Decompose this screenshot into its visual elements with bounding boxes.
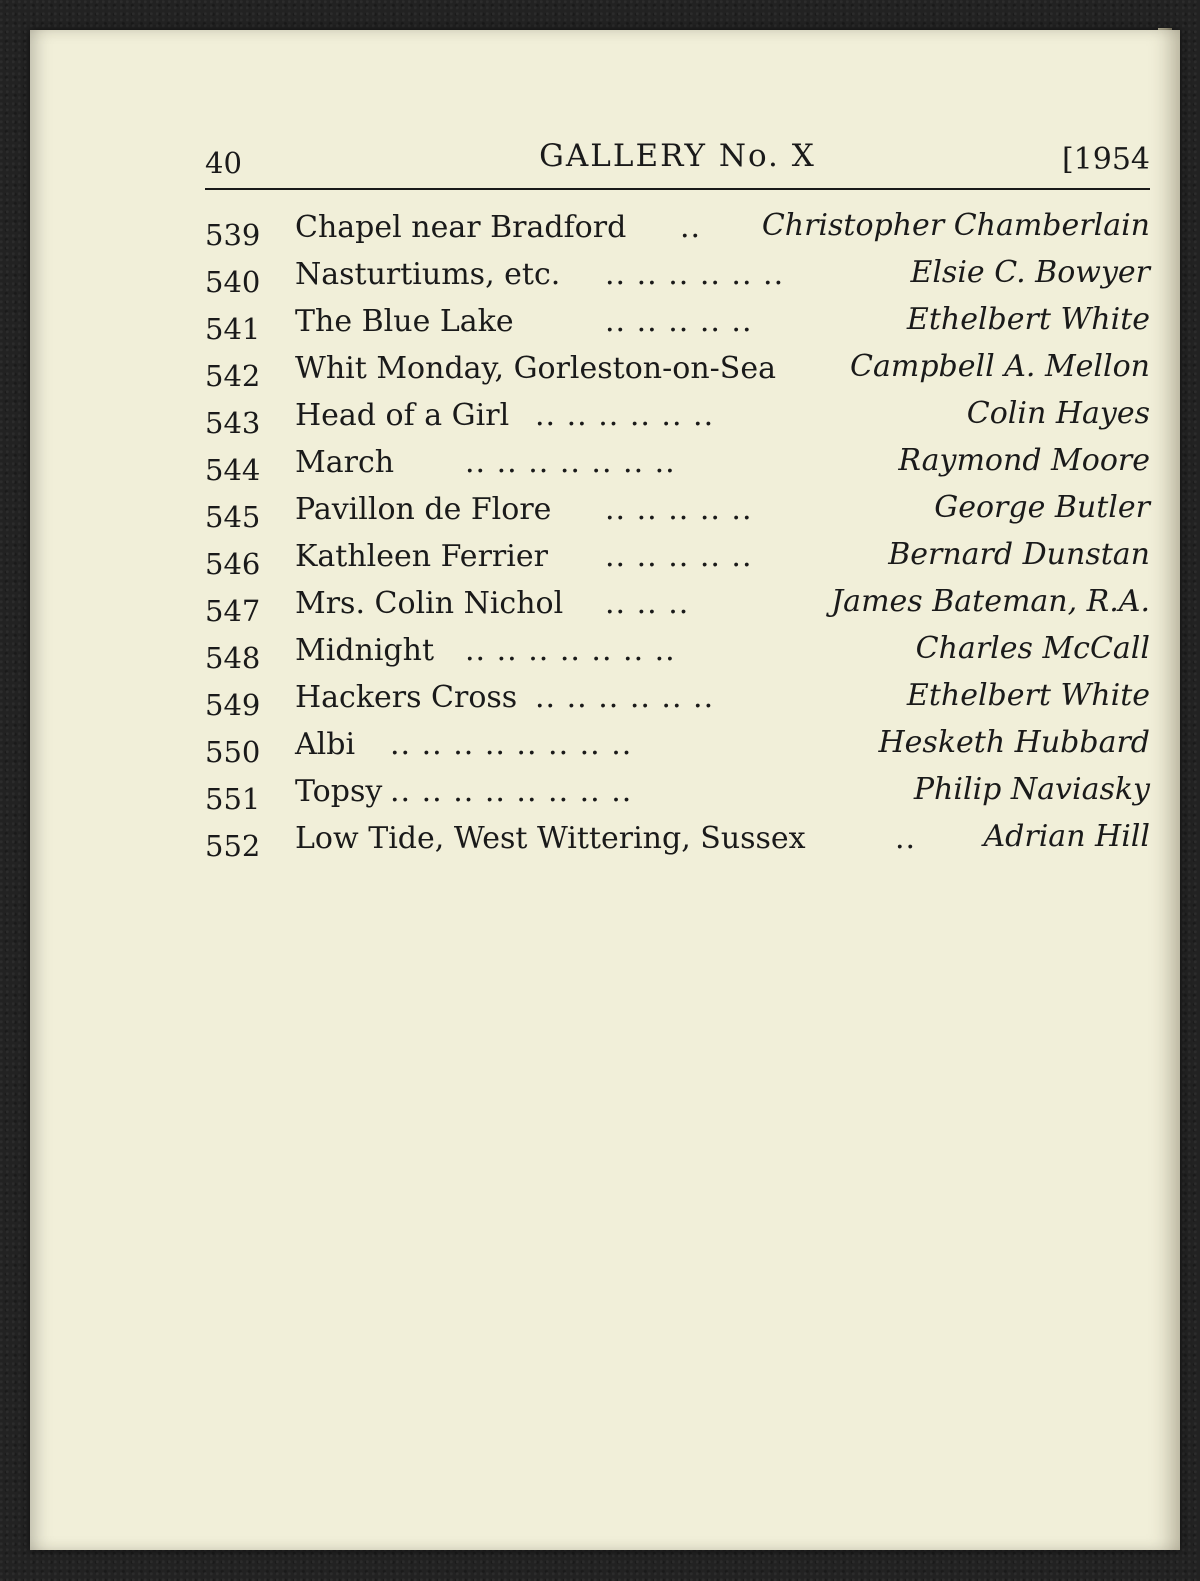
entry-number: 539 xyxy=(205,218,261,252)
entry-title: Mrs. Colin Nichol xyxy=(295,586,564,621)
entry-number: 541 xyxy=(205,312,261,346)
catalog-entry xyxy=(205,817,1150,864)
dot-leaders: .. .. .. .. .. .. .. xyxy=(465,633,676,668)
entry-title: Nasturtiums, etc. xyxy=(295,257,561,292)
dot-leaders: .. .. .. .. .. .. .. .. xyxy=(390,774,633,809)
dot-leaders: .. xyxy=(680,210,702,245)
dot-leaders: .. xyxy=(895,821,917,856)
dot-leaders: .. .. .. .. .. .. xyxy=(605,257,785,292)
entry-title: Head of a Girl xyxy=(295,398,510,433)
entry-artist: Raymond Moore xyxy=(898,443,1150,478)
entry-title: Midnight xyxy=(295,633,435,668)
catalog-entry xyxy=(205,206,1150,253)
entry-artist: Adrian Hill xyxy=(983,819,1150,854)
catalog-entry xyxy=(205,582,1150,629)
entry-number: 552 xyxy=(205,829,261,863)
entry-title: Whit Monday, Gorleston-on-Sea xyxy=(295,351,776,386)
entry-number: 540 xyxy=(205,265,261,299)
entry-title: March xyxy=(295,445,395,480)
entry-number: 542 xyxy=(205,359,261,393)
catalog-entry xyxy=(205,300,1150,347)
catalog-entry xyxy=(205,347,1150,394)
entry-artist: Bernard Dunstan xyxy=(888,537,1150,572)
dot-leaders: .. .. .. .. .. .. xyxy=(535,398,715,433)
year-label: [1954 xyxy=(1061,142,1150,177)
dot-leaders: .. .. .. .. .. .. .. xyxy=(465,445,676,480)
entry-number: 551 xyxy=(205,782,261,816)
entry-artist: Ethelbert White xyxy=(906,678,1150,713)
entry-artist: Philip Naviasky xyxy=(913,772,1150,807)
catalog-entry xyxy=(205,723,1150,770)
dot-leaders: .. .. .. .. .. xyxy=(605,539,753,574)
entry-number: 547 xyxy=(205,594,261,628)
dot-leaders: .. .. .. xyxy=(605,586,690,621)
entry-title: The Blue Lake xyxy=(295,304,514,339)
entry-artist: Colin Hayes xyxy=(966,396,1150,431)
entry-artist: Christopher Chamberlain xyxy=(761,208,1150,243)
header-rule xyxy=(205,188,1150,190)
entry-title: Hackers Cross xyxy=(295,680,518,715)
catalog-entry xyxy=(205,441,1150,488)
entry-artist: Campbell A. Mellon xyxy=(850,349,1150,384)
catalog-entry xyxy=(205,676,1150,723)
catalog-entry xyxy=(205,488,1150,535)
dot-leaders: .. .. .. .. .. xyxy=(605,492,753,527)
entry-number: 549 xyxy=(205,688,261,722)
entry-title: Chapel near Bradford xyxy=(295,210,627,245)
entry-number: 550 xyxy=(205,735,261,769)
entry-title: Kathleen Ferrier xyxy=(295,539,548,574)
page-number: 40 xyxy=(205,146,242,180)
catalog-entry xyxy=(205,629,1150,676)
entry-number: 546 xyxy=(205,547,261,581)
entry-artist: Hesketh Hubbard xyxy=(878,725,1150,760)
catalog-entry xyxy=(205,253,1150,300)
entry-artist: James Bateman, R.A. xyxy=(831,584,1150,619)
dot-leaders: .. .. .. .. .. .. .. .. xyxy=(390,727,633,762)
dot-leaders: .. .. .. .. .. .. xyxy=(535,680,715,715)
entry-number: 543 xyxy=(205,406,261,440)
entry-artist: Charles McCall xyxy=(915,631,1150,666)
catalog-entry xyxy=(205,535,1150,582)
entry-title: Low Tide, West Wittering, Sussex xyxy=(295,821,806,856)
catalog-entry xyxy=(205,770,1150,817)
entry-artist: Elsie C. Bowyer xyxy=(910,255,1150,290)
entry-title: Albi xyxy=(295,727,356,762)
dot-leaders: .. .. .. .. .. xyxy=(605,304,753,339)
page-header xyxy=(205,134,1150,182)
entry-artist: Ethelbert White xyxy=(906,302,1150,337)
entry-title: Pavillon de Flore xyxy=(295,492,552,527)
catalog-list xyxy=(205,206,1150,864)
running-title: GALLERY No. X xyxy=(539,138,816,174)
entry-number: 548 xyxy=(205,641,261,675)
entry-title: Topsy xyxy=(295,774,383,809)
entry-number: 544 xyxy=(205,453,261,487)
entry-number: 545 xyxy=(205,500,261,534)
entry-artist: George Butler xyxy=(934,490,1150,525)
catalog-entry xyxy=(205,394,1150,441)
